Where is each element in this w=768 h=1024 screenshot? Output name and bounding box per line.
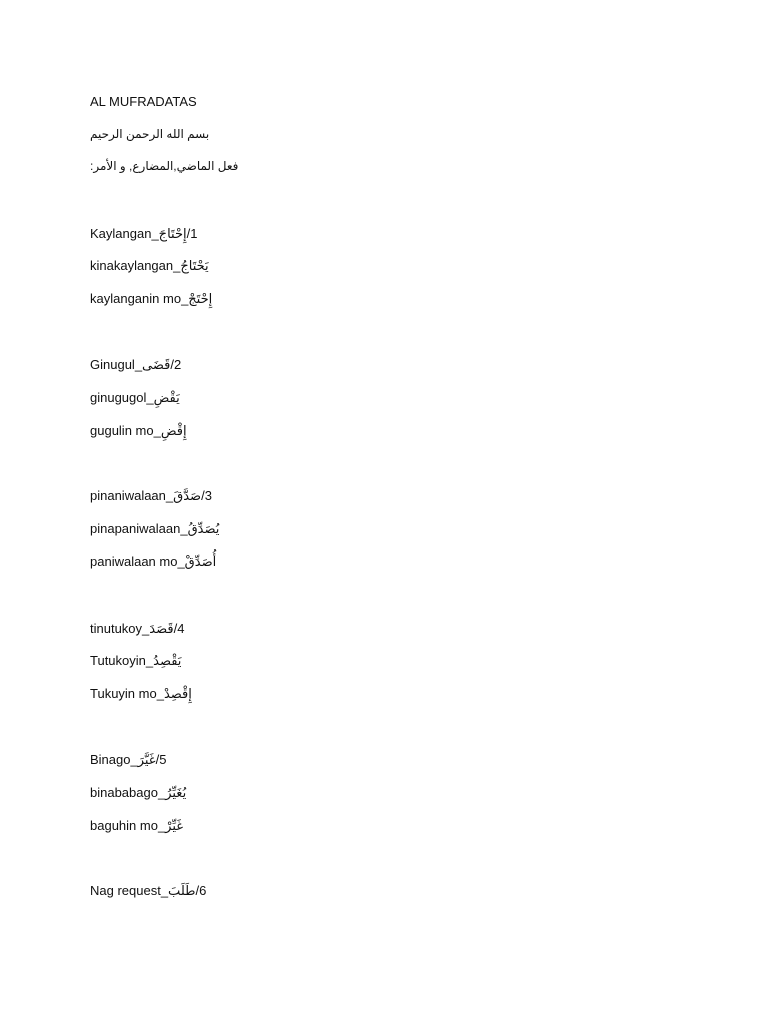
vocab-entry: يُغَيِّرُ_binababago — [90, 785, 187, 800]
vocab-entry: 1/إِحْتَاجَ_Kaylangan — [90, 226, 198, 241]
vocab-entry: يَقْضِ_ginugugol — [90, 390, 180, 405]
vocab-entry: يَحْتَاجُ_kinakaylangan — [90, 258, 209, 273]
vocab-entry: يُصَدِّقُ_pinapaniwalaan — [90, 521, 220, 536]
vocab-entry: إِقْصِدْ_Tukuyin mo — [90, 686, 192, 701]
vocab-entry: 4/قَصَدَ_tinutukoy — [90, 621, 185, 636]
document-title: AL MUFRADATAS — [90, 94, 200, 109]
section-heading: فعل الماضي,المضارع, و الأمر: — [90, 159, 239, 173]
basmala-line: بسم الله الرحمن الرحيم — [90, 127, 210, 141]
vocab-entry: إِحْتَجْ_kaylanganin mo — [90, 291, 213, 306]
vocab-entry: 2/قَضَى_Ginugul — [90, 357, 182, 372]
vocab-entry: إِقْضِ_gugulin mo — [90, 423, 187, 438]
vocab-entry: 6/طَلَبَ_Nag request — [90, 883, 207, 898]
vocab-entry: 3/صَدَّقَ_pinaniwalaan — [90, 488, 212, 503]
vocab-entry: غَيِّرْ_baguhin mo — [90, 818, 184, 833]
vocab-entry: 5/غَيَّرَ_Binago — [90, 752, 167, 767]
vocab-entry: يَقْصِدُ_Tutukoyin — [90, 653, 182, 668]
vocab-entry: أُصَدِّقْ_paniwalaan mo — [90, 554, 217, 569]
